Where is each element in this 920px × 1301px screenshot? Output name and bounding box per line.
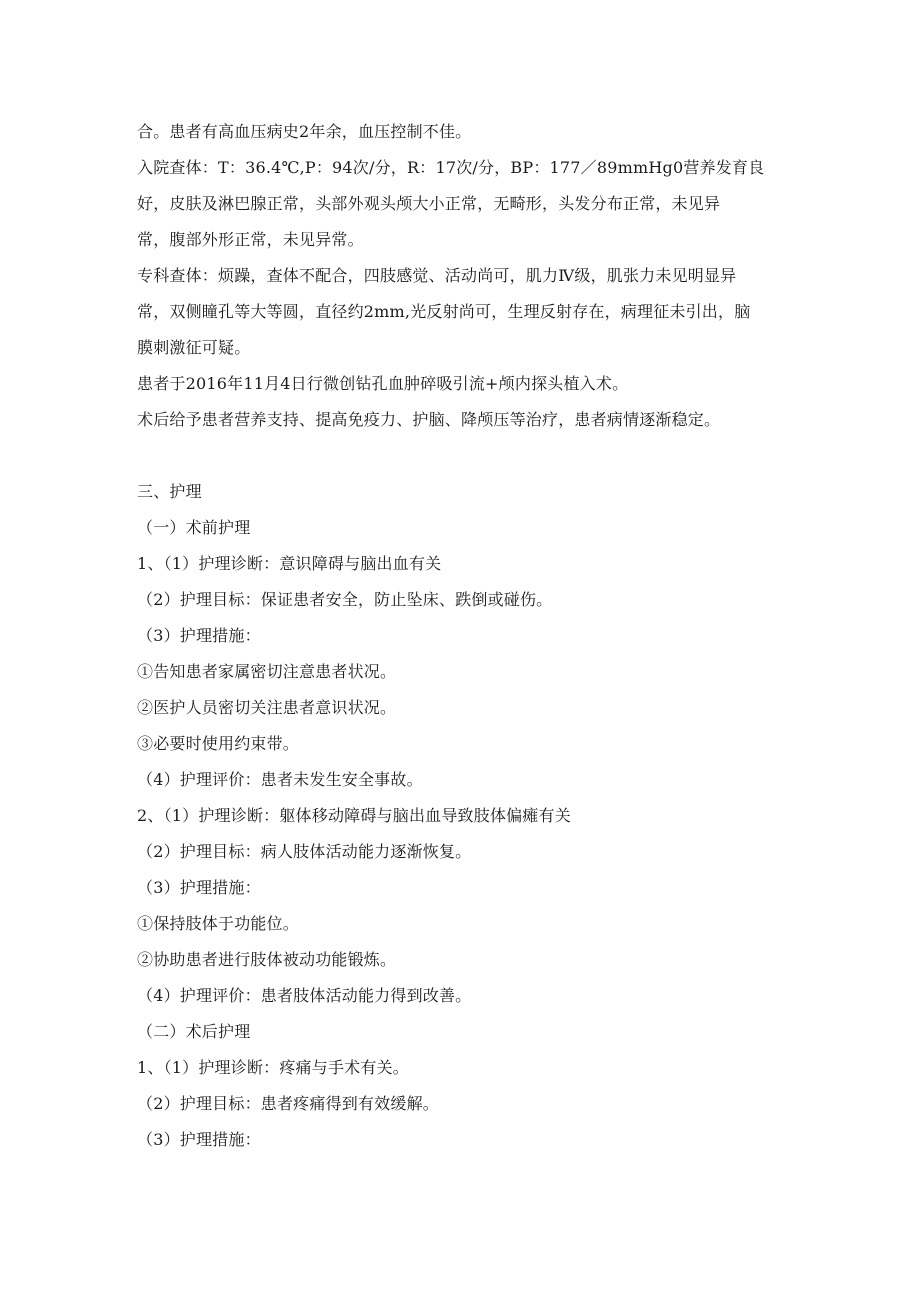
- text-line: ②医护人员密切关注患者意识状况。: [137, 698, 397, 717]
- text-line: ①告知患者家属密切注意患者状况。: [137, 662, 397, 681]
- text-line: （3）护理措施：: [137, 878, 261, 897]
- text-line: 常，双侧瞳孔等大等圆，直径约2mm,光反射尚可，生理反射存在，病理征未引出，脑: [137, 302, 751, 321]
- text-line: （2）护理目标：患者疼痛得到有效缓解。: [137, 1094, 439, 1113]
- text-line: 好，皮肤及淋巴腺正常，头部外观头颅大小正常，无畸形，头发分布正常，未见异: [137, 194, 721, 213]
- text-line: 1、（1）护理诊断：意识障碍与脑出血有关: [137, 554, 442, 573]
- text-line: 专科查体：烦躁，查体不配合，四肢感觉、活动尚可，肌力Ⅳ级，肌张力未见明显异: [137, 266, 737, 285]
- blank-line: [137, 438, 787, 474]
- text-line: ③必要时使用约束带。: [137, 734, 300, 753]
- subsection-heading: （一）术前护理: [137, 518, 251, 537]
- text-line: （2）护理目标：保证患者安全，防止坠床、跌倒或碰伤。: [137, 590, 553, 609]
- subsection-heading: （二）术后护理: [137, 1022, 251, 1041]
- text-line: （4）护理评价：患者未发生安全事故。: [137, 770, 423, 789]
- text-line: ①保持肢体于功能位。: [137, 914, 300, 933]
- section-heading: 三、护理: [137, 482, 202, 501]
- text-line: 术后给予患者营养支持、提高免疫力、护脑、降颅压等治疗，患者病情逐渐稳定。: [137, 410, 721, 429]
- text-line: 1、（1）护理诊断：疼痛与手术有关。: [137, 1058, 409, 1077]
- document-body: [137, 114, 787, 1158]
- text-line: 合。患者有高血压病史2年余，血压控制不佳。: [137, 122, 472, 141]
- text-line: ②协助患者进行肢体被动功能锻炼。: [137, 950, 397, 969]
- text-line: 患者于2016年11月4日行微创钻孔血肿碎吸引流+颅内探头植入术。: [137, 374, 629, 393]
- text-line: 入院查体：T：36.4℃,P：94次/分，R：17次/分，BP：177／89mmHg0营养发育良: [137, 158, 765, 177]
- text-line: 2、（1）护理诊断：躯体移动障碍与脑出血导致肢体偏瘫有关: [137, 806, 571, 825]
- text-line: （4）护理评价：患者肢体活动能力得到改善。: [137, 986, 472, 1005]
- text-line: （3）护理措施：: [137, 626, 261, 645]
- text-line: 常，腹部外形正常，未见异常。: [137, 230, 364, 249]
- text-line: 膜刺激征可疑。: [137, 338, 251, 357]
- text-line: （3）护理措施：: [137, 1130, 261, 1149]
- text-line: （2）护理目标：病人肢体活动能力逐渐恢复。: [137, 842, 472, 861]
